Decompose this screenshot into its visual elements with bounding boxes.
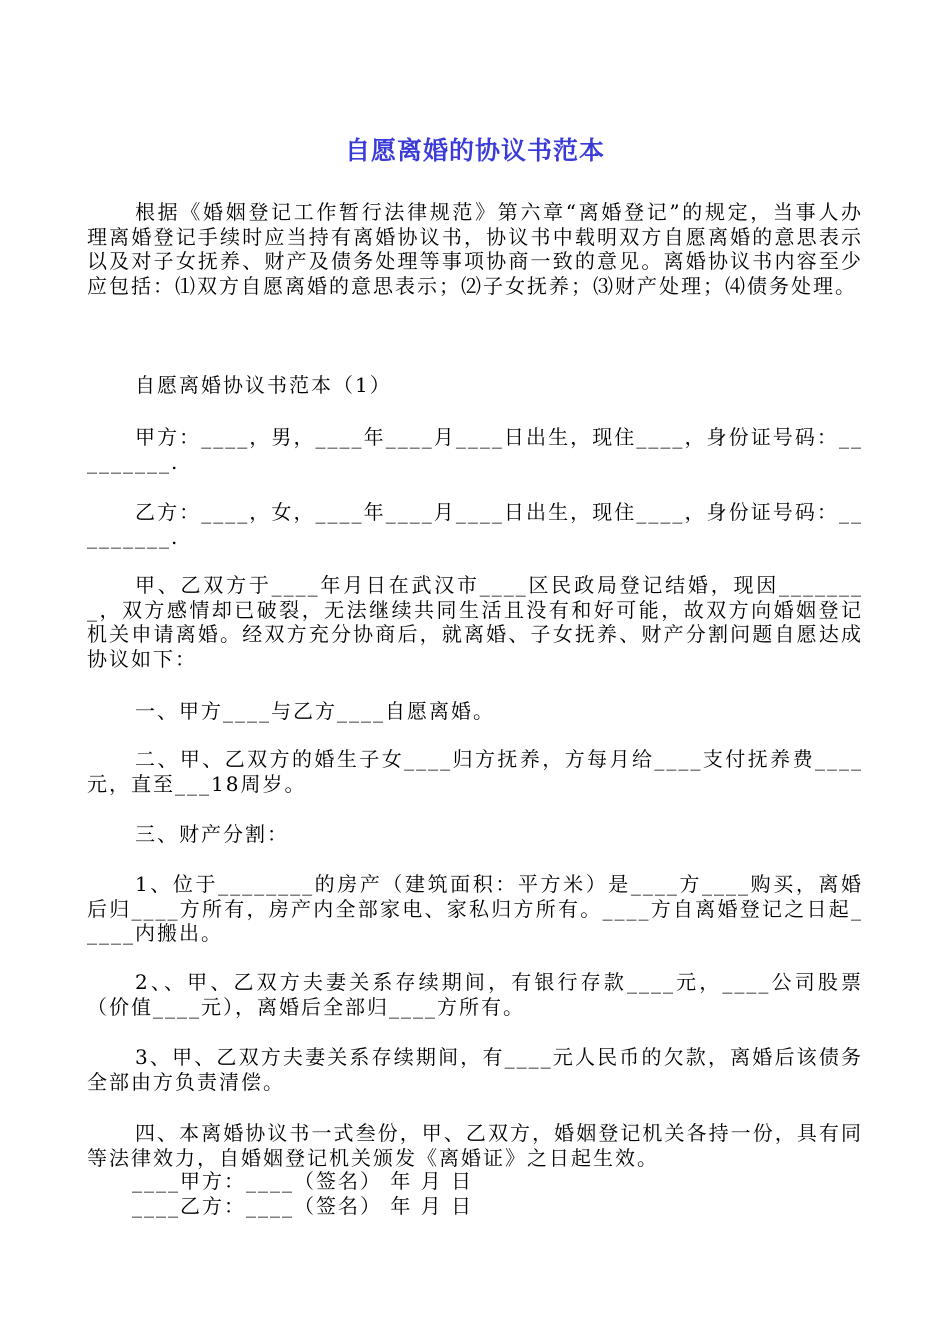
signature-line-party-a: ____甲方：____（签名） 年 月 日 [132,1169,474,1193]
clause-3-2: 2、、甲、乙双方夫妻关系存续期间，有银行存款____元，____公司股票（价值____元），离婚后全部归____方所有。 [87,970,863,1019]
clause-3-1: 1、位于________的房产（建筑面积：平方米）是____方____购买，离婚后归____方所有，房产内全部家电、家私归方所有。____方自离婚登记之日起_____内搬出。 [87,872,863,945]
section-heading: 自愿离婚协议书范本（1） [135,373,392,397]
document-title: 自愿离婚的协议书范本 [344,136,605,165]
clause-3-3: 3、甲、乙双方夫妻关系存续期间，有____元人民币的欠款，离婚后该债务全部由方负责清偿。 [87,1045,863,1094]
intro-paragraph: 根据《婚姻登记工作暂行法律规范》第六章“离婚登记”的规定，当事人办理离婚登记手续时应当持有离婚协议书，协议书中载明双方自愿离婚的意思表示以及对子女抚养、财产及债务处理等事项协商一致的意见。离婚协议书内容至少应包括：⑴双方自愿离婚的意思表示；⑵子女抚养；⑶财产处理；⑷债务处理。 [87,200,863,298]
clause-1: 一、甲方____与乙方____自愿离婚。 [135,699,495,723]
background-paragraph: 甲、乙双方于____年月日在武汉市____区民政局登记结婚，现因________，双方感情却已破裂，无法继续共同生活且没有和好可能，故双方向婚姻登记机关申请离婚。经双方充分协商后，就离婚、子女抚养、财产分割问题自愿达成协议如下： [87,573,863,671]
clause-2: 二、甲、乙双方的婚生子女____归方抚养，方每月给____支付抚养费____元，直至___18周岁。 [87,747,863,796]
party-b-info: 乙方：____，女，____年____月____日出生，现住____，身份证号码：_________. [87,500,863,549]
signature-line-party-b: ____乙方：____（签名） 年 月 日 [132,1194,474,1218]
clause-4: 四、本离婚协议书一式叁份，甲、乙双方，婚姻登记机关各持一份，具有同等法律效力，自婚姻登记机关颁发《离婚证》之日起生效。 [87,1121,863,1170]
party-a-info: 甲方：____，男，____年____月____日出生，现住____，身份证号码：_________. [87,425,863,474]
clause-3-heading: 三、财产分割： [135,822,289,846]
